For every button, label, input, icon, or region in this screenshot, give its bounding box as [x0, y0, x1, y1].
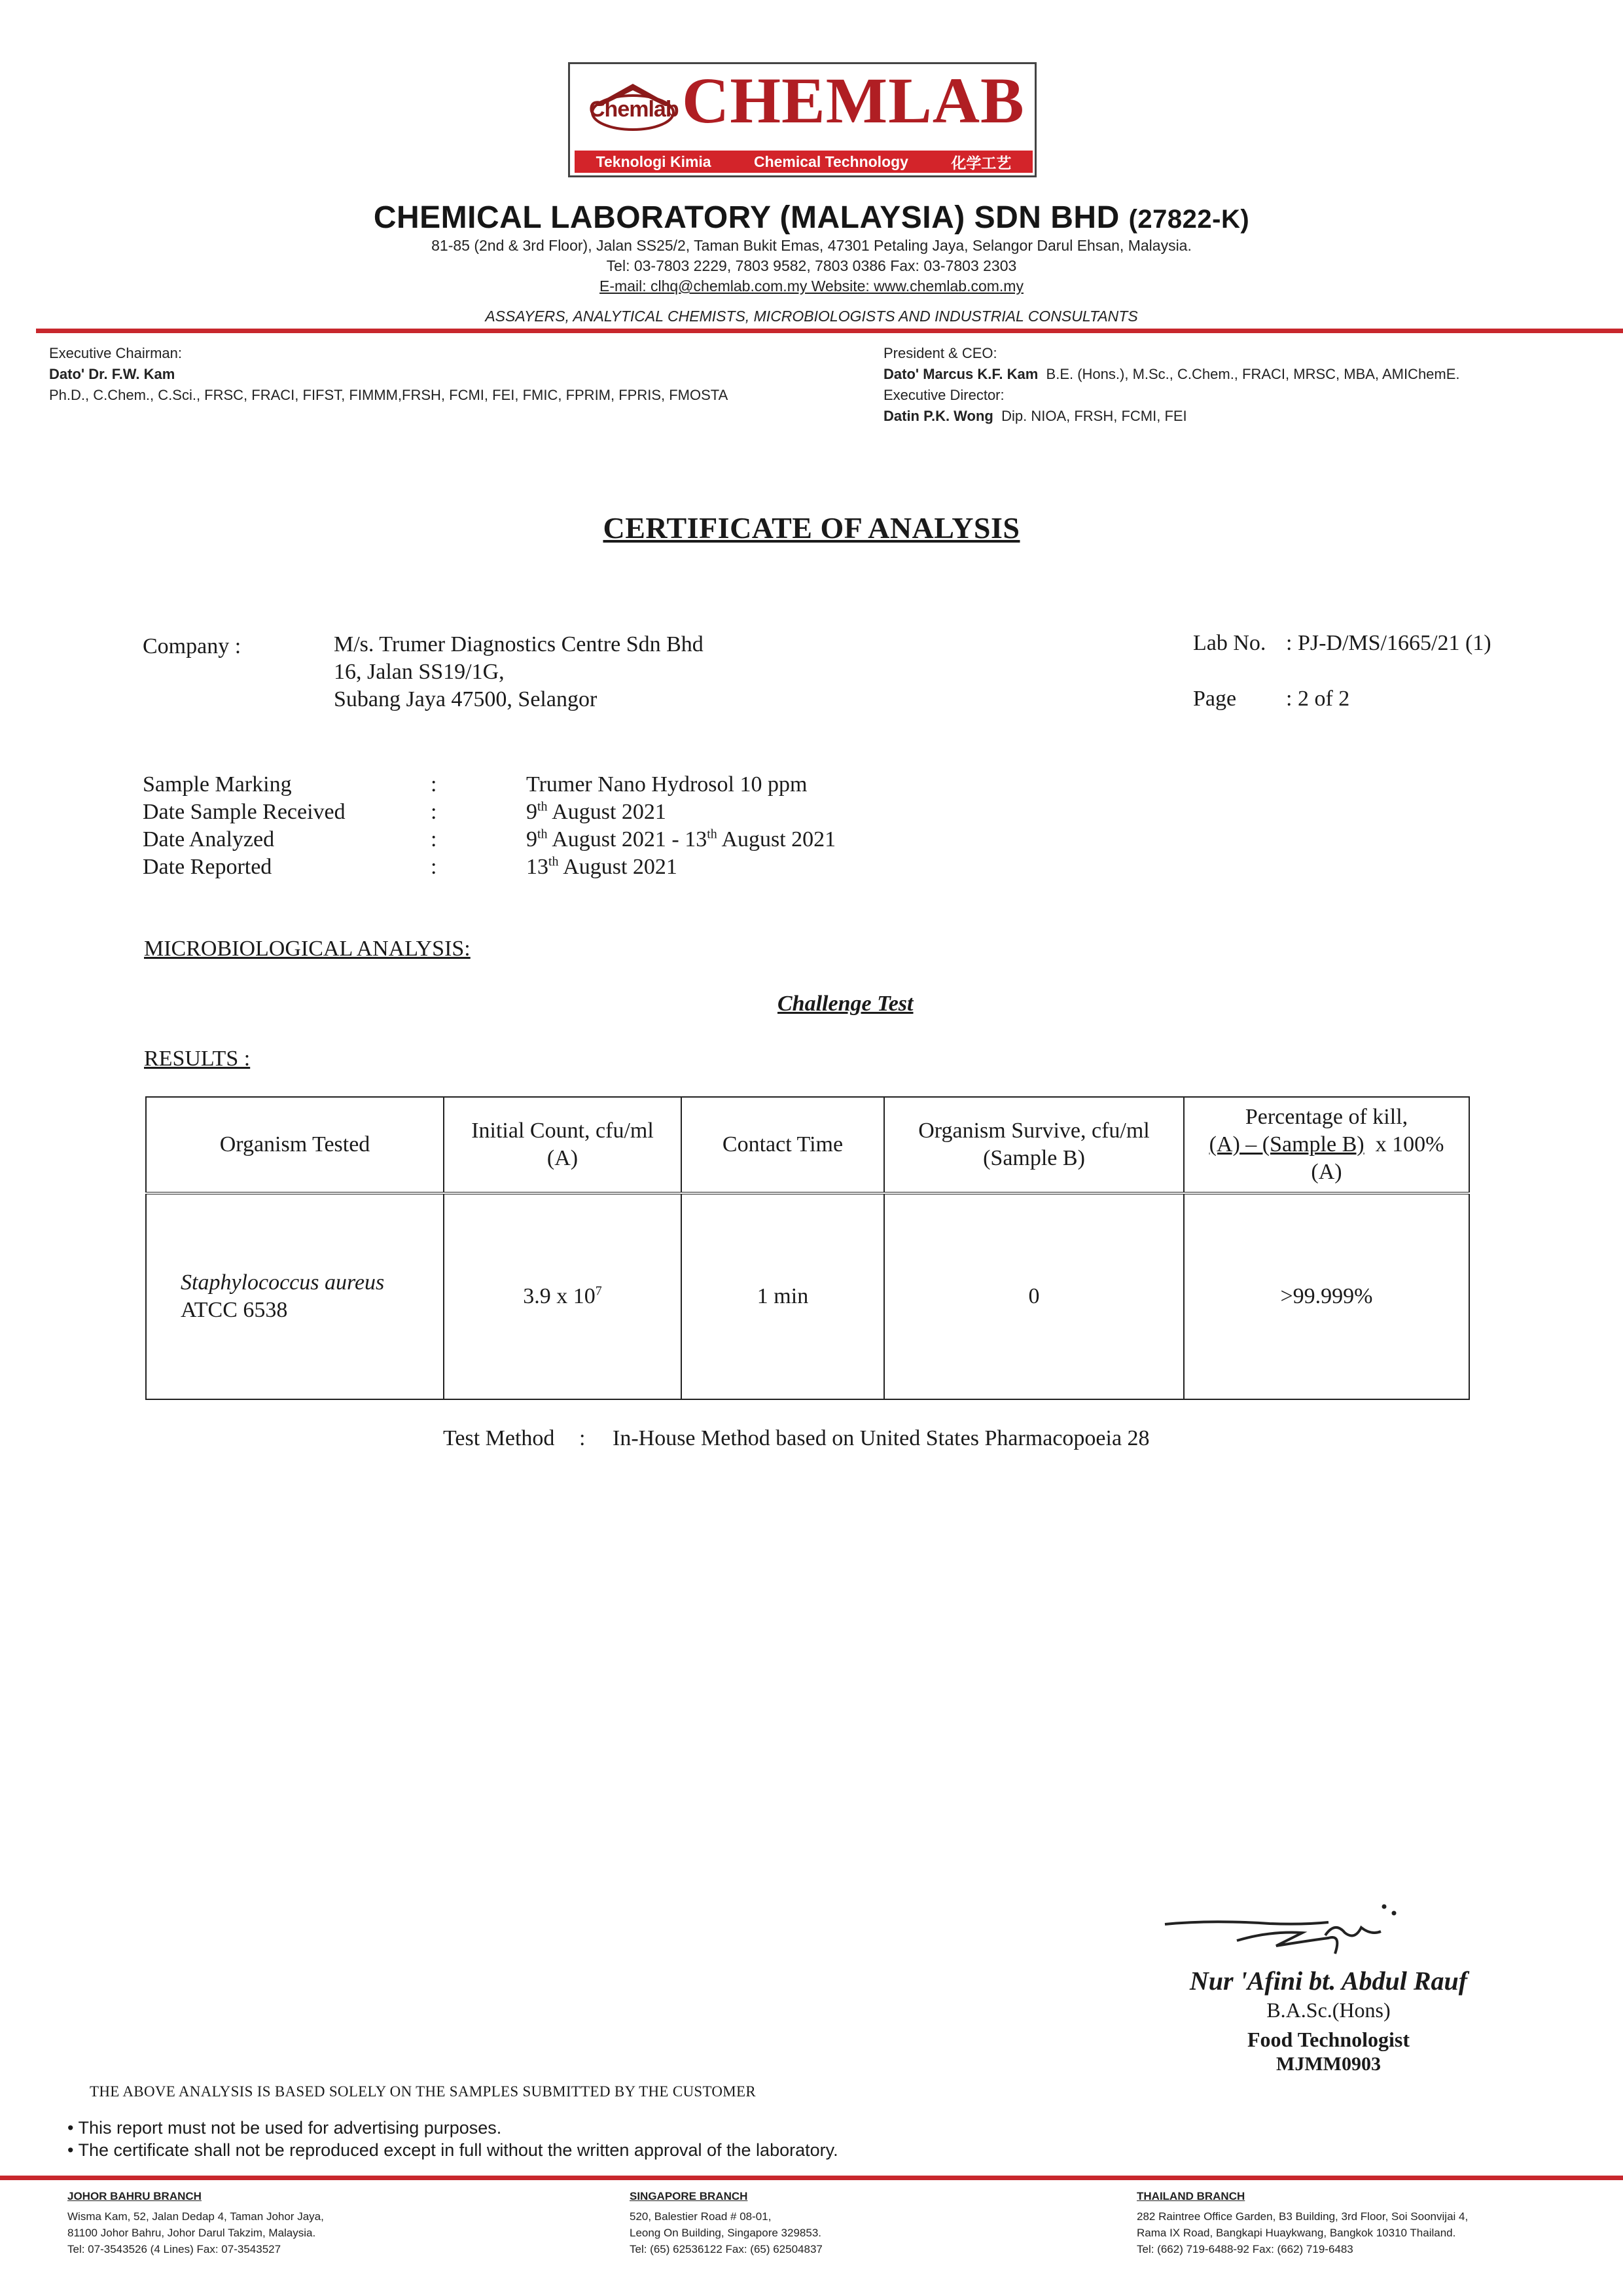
logo-strip	[575, 151, 1033, 173]
branch-thailand	[1137, 2188, 1468, 2257]
test-name: Challenge Test	[777, 992, 914, 1016]
note-reproduction: • The certificate shall not be reproduced except in full without the written approval of the laboratory.	[67, 2140, 838, 2160]
analysis-disclaimer: THE ABOVE ANALYSIS IS BASED SOLELY ON THE SAMPLES SUBMITTED BY THE CUSTOMER	[90, 2083, 757, 2100]
branch-line: 81100 Johor Bahru, Johor Darul Takzim, Malaysia.	[67, 2227, 316, 2239]
client-address-line-1: 16, Jalan SS19/1G,	[334, 660, 505, 684]
sample-info-values	[526, 771, 836, 881]
branch-title: THAILAND BRANCH	[1137, 2190, 1245, 2202]
branch-title: JOHOR BAHRU BRANCH	[67, 2190, 202, 2202]
branch-singapore	[630, 2188, 823, 2257]
date-reported-value: 13th August 2021	[526, 854, 677, 879]
cell-contact-time: 1 min	[681, 1193, 884, 1399]
lab-no-label: Lab No.	[1193, 631, 1266, 655]
president-name: Dato' Marcus K.F. Kam	[883, 366, 1039, 382]
cell-organism	[146, 1193, 444, 1399]
lab-no-value: : PJ-D/MS/1665/21 (1)	[1286, 631, 1491, 655]
branch-line: Wisma Kam, 52, Jalan Dedap 4, Taman Johor Jaya,	[67, 2210, 324, 2223]
branch-title: SINGAPORE BRANCH	[630, 2190, 748, 2202]
company-address: 81-85 (2nd & 3rd Floor), Jalan SS25/2, Taman Bukit Emas, 47301 Petaling Jaya, Selangor Darul Ehsan, Malaysia.	[431, 237, 1192, 254]
company-reg: (27822-K)	[1128, 205, 1250, 234]
branch-line: Tel: (662) 719-6488-92 Fax: (662) 719-6483	[1137, 2243, 1353, 2255]
branch-line: Tel: (65) 62536122 Fax: (65) 62504837	[630, 2243, 823, 2255]
badge-text: Chemlab	[589, 97, 679, 122]
strip-english: Chemical Technology	[753, 152, 908, 170]
organism-name: Staphylococcus aureus	[181, 1270, 385, 1295]
president-quals: B.E. (Hons.), M.Sc., C.Chem., FRACI, MRSC, MBA, AMIChemE.	[1046, 366, 1460, 382]
sample-marking-value: Trumer Nano Hydrosol 10 ppm	[526, 772, 808, 797]
client-address-block	[334, 631, 704, 713]
test-method-label: Test Method	[443, 1426, 555, 1450]
branch-line: Leong On Building, Singapore 329853.	[630, 2227, 822, 2239]
company-phones: Tel: 03-7803 2229, 7803 9582, 7803 0386 Fax: 03-7803 2303	[606, 257, 1017, 274]
date-reported-label: Date Reported	[143, 855, 272, 879]
test-method-colon: :	[579, 1426, 586, 1450]
strip-chinese: 化学工艺	[951, 154, 1012, 171]
brand-name: CHEMLAB	[682, 64, 1025, 137]
branch-line: 282 Raintree Office Garden, B3 Building, 3rd Floor, Soi Soonvijai 4,	[1137, 2210, 1469, 2223]
exec-chairman-name: Dato' Dr. F.W. Kam	[49, 366, 175, 382]
company-name	[0, 200, 1623, 236]
note-advertising: • This report must not be used for advertising purposes.	[67, 2118, 502, 2138]
signatory-position: Food Technologist	[1247, 2028, 1410, 2051]
header-initial-count: Initial Count, cfu/ml (A)	[444, 1097, 681, 1193]
organism-strain: ATCC 6538	[181, 1298, 288, 1322]
client-name: M/s. Trumer Diagnostics Centre Sdn Bhd	[334, 632, 704, 656]
colon: :	[431, 772, 437, 797]
signatory-reg-no: MJMM0903	[1276, 2053, 1381, 2075]
test-method-value: In-House Method based on United States Pharmacopoeia 28	[613, 1426, 1150, 1450]
header-percentage-kill: Percentage of kill, (A) – (Sample B) x 100% (A)	[1184, 1097, 1469, 1193]
table-row	[146, 1193, 1469, 1399]
strip-malay: Teknologi Kimia	[596, 152, 711, 170]
date-analyzed-value: 9th August 2021 - 13th August 2021	[526, 827, 836, 852]
chemlab-badge-logo	[589, 80, 677, 134]
company-email-web: E-mail: clhq@chemlab.com.my Website: www.chemlab.com.my	[599, 278, 1024, 295]
header-organism: Organism Tested	[146, 1097, 444, 1193]
footer-rule	[0, 2176, 1623, 2180]
cell-initial-count: 3.9 x $10^7$	[444, 1193, 681, 1399]
branch-line: Rama IX Road, Bangkapi Huaykwang, Bangkok 10310 Thailand.	[1137, 2227, 1456, 2239]
page-label: Page	[1193, 687, 1237, 711]
exec-chairman-block	[49, 343, 728, 406]
certificate-title: CERTIFICATE OF ANALYSIS	[603, 511, 1020, 545]
cell-organism-survive: 0	[884, 1193, 1184, 1399]
colon: :	[431, 827, 437, 852]
sample-info-colons	[431, 771, 437, 881]
header-organism-survive: Organism Survive, cfu/ml (Sample B)	[884, 1097, 1184, 1193]
sample-marking-label: Sample Marking	[143, 772, 292, 797]
colon: :	[431, 855, 437, 879]
exec-chairman-title: Executive Chairman:	[49, 345, 182, 361]
company-tagline: ASSAYERS, ANALYTICAL CHEMISTS, MICROBIOLOGISTS AND INDUSTRIAL CONSULTANTS	[485, 308, 1138, 325]
header-rule	[36, 329, 1623, 333]
company-name-text: CHEMICAL LABORATORY (MALAYSIA) SDN BHD	[373, 200, 1120, 235]
results-table	[145, 1096, 1470, 1400]
exec-chairman-quals: Ph.D., C.Chem., C.Sci., FRSC, FRACI, FIFST, FIMMM,FRSH, FCMI, FEI, FMIC, FPRIM, FPRIS, FMOSTA	[49, 387, 728, 403]
date-received-value: 9th August 2021	[526, 799, 666, 824]
date-analyzed-label: Date Analyzed	[143, 827, 275, 852]
exec-director-name: Datin P.K. Wong	[883, 408, 993, 424]
client-address-line-2: Subang Jaya 47500, Selangor	[334, 687, 597, 711]
president-title: President & CEO:	[883, 345, 997, 361]
header-contact-time: Contact Time	[681, 1097, 884, 1193]
page-value: : 2 of 2	[1286, 687, 1350, 711]
branch-line: Tel: 07-3543526 (4 Lines) Fax: 07-3543527	[67, 2243, 281, 2255]
date-received-label: Date Sample Received	[143, 800, 346, 824]
cell-percentage-kill: >99.999%	[1184, 1193, 1469, 1399]
section-heading: MICROBIOLOGICAL ANALYSIS:	[144, 937, 471, 961]
exec-director-title: Executive Director:	[883, 387, 1005, 403]
exec-director-quals: Dip. NIOA, FRSH, FCMI, FEI	[1001, 408, 1187, 424]
signatory-qualification: B.A.Sc.(Hons)	[1266, 1998, 1391, 2022]
company-label: Company :	[143, 634, 241, 658]
colon: :	[431, 800, 437, 824]
branch-johor	[67, 2188, 324, 2257]
president-block	[883, 343, 1460, 427]
table-header-row	[146, 1097, 1469, 1193]
signatory-name: Nur 'Afini bt. Abdul Rauf	[1189, 1966, 1468, 1996]
sample-info-labels	[143, 771, 346, 881]
branch-line: 520, Balestier Road # 08-01,	[630, 2210, 772, 2223]
results-label: RESULTS :	[144, 1047, 251, 1071]
